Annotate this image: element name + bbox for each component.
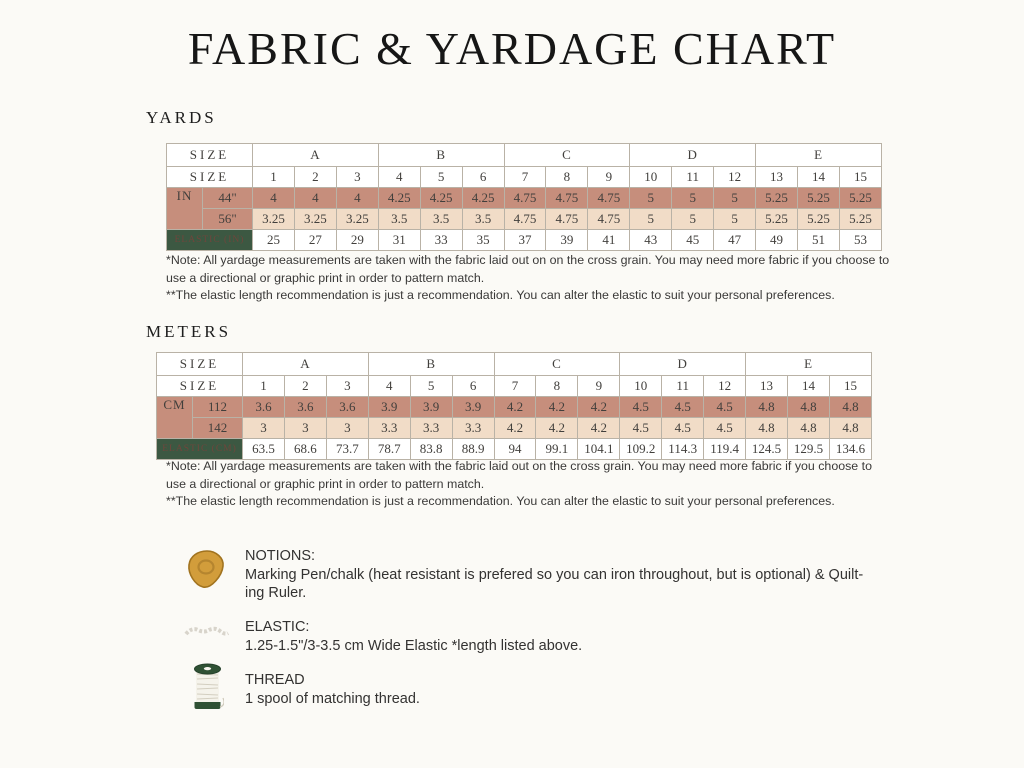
yardage-cell: 5 xyxy=(714,188,756,209)
notions-line: Marking Pen/chalk (heat resistant is prefered so you can iron throughout, but is optional) & Quilt- xyxy=(245,566,864,583)
thread-item xyxy=(245,671,420,708)
size-group-cell: A xyxy=(253,144,379,167)
elastic-item xyxy=(245,618,582,655)
fabric-width-cell: 142 xyxy=(193,418,243,439)
elastic-value-cell: 99.1 xyxy=(536,439,578,460)
size-number-cell: 7 xyxy=(494,376,536,397)
size-number-cell: 6 xyxy=(452,376,494,397)
elastic-value-cell: 39 xyxy=(546,230,588,251)
elastic-heading: ELASTIC: xyxy=(245,619,310,635)
tailors-chalk-icon xyxy=(186,549,226,596)
size-number-cell: 9 xyxy=(578,376,620,397)
size-number-cell: 5 xyxy=(420,167,462,188)
elastic-value-cell: 129.5 xyxy=(788,439,830,460)
meters-table xyxy=(156,352,872,460)
unit-cell: CM xyxy=(157,397,193,439)
yardage-cell: 3.25 xyxy=(294,209,336,230)
yardage-cell: 5 xyxy=(672,188,714,209)
yardage-cell: 3.5 xyxy=(420,209,462,230)
yardage-cell: 5.25 xyxy=(839,209,881,230)
size-number-cell: 11 xyxy=(672,167,714,188)
page-title: FABRIC & YARDAGE CHART xyxy=(187,23,837,74)
size-group-cell: B xyxy=(378,144,504,167)
yardage-cell: 3.5 xyxy=(462,209,504,230)
elastic-label-cell: ELASTIC (IN) xyxy=(167,230,253,251)
fabric-width-cell: 112 xyxy=(193,397,243,418)
size-group-cell: C xyxy=(494,353,620,376)
elastic-value-cell: 119.4 xyxy=(704,439,746,460)
size-header-cell: SIZE xyxy=(157,353,243,376)
elastic-icon xyxy=(184,624,230,645)
yardage-cell: 4.75 xyxy=(546,209,588,230)
elastic-label-cell: ELASTIC (CM) xyxy=(157,439,243,460)
yardage-cell: 5 xyxy=(630,188,672,209)
yards-table xyxy=(166,143,882,251)
yardage-cell: 3.9 xyxy=(368,397,410,418)
size-number-cell: 9 xyxy=(588,167,630,188)
note-text: *Note: All yardage measurements are taken with the fabric laid out on the cross grain. You may need more fabric if you choose to use a directional or graphic print in order to pattern match. xyxy=(166,459,872,491)
elastic-value-cell: 33 xyxy=(420,230,462,251)
elastic-value-cell: 104.1 xyxy=(578,439,620,460)
yardage-cell: 3.3 xyxy=(410,418,452,439)
notions-item xyxy=(245,547,863,603)
size-number-cell: 6 xyxy=(462,167,504,188)
elastic-value-cell: 73.7 xyxy=(326,439,368,460)
yards-section-heading: YARDS xyxy=(146,108,217,127)
yardage-cell: 3.25 xyxy=(253,209,295,230)
yardage-cell: 3 xyxy=(284,418,326,439)
yardage-cell: 4.2 xyxy=(578,418,620,439)
elastic-value-cell: 49 xyxy=(756,230,798,251)
elastic-value-cell: 83.8 xyxy=(410,439,452,460)
yardage-cell: 3.3 xyxy=(368,418,410,439)
unit-cell: IN xyxy=(167,188,203,230)
note-text: **The elastic length recommendation is just a recommendation. You can alter the elastic to suit your personal preferences. xyxy=(166,288,835,303)
size-number-cell: 1 xyxy=(253,167,295,188)
size-group-cell: D xyxy=(620,353,746,376)
yardage-cell: 4.8 xyxy=(829,397,871,418)
size-number-cell: 12 xyxy=(704,376,746,397)
yardage-cell: 5.25 xyxy=(756,188,798,209)
size-number-cell: 7 xyxy=(504,167,546,188)
elastic-value-cell: 25 xyxy=(253,230,295,251)
yardage-cell: 4.8 xyxy=(829,418,871,439)
note-text: **The elastic length recommendation is just a recommendation. You can alter the elastic to suit your personal preferences. xyxy=(166,494,835,509)
yardage-cell: 4.2 xyxy=(578,397,620,418)
elastic-value-cell: 124.5 xyxy=(746,439,788,460)
size-group-cell: D xyxy=(630,144,756,167)
size-number-cell: 3 xyxy=(326,376,368,397)
yardage-cell: 3.6 xyxy=(284,397,326,418)
yardage-cell: 3.6 xyxy=(326,397,368,418)
yardage-cell: 4 xyxy=(336,188,378,209)
size-number-cell: 2 xyxy=(294,167,336,188)
yardage-cell: 3.9 xyxy=(410,397,452,418)
size-number-cell: 2 xyxy=(284,376,326,397)
elastic-value-cell: 29 xyxy=(336,230,378,251)
yardage-cell: 3.5 xyxy=(378,209,420,230)
yardage-cell: 3.6 xyxy=(243,397,285,418)
yardage-cell: 3 xyxy=(243,418,285,439)
elastic-value-cell: 51 xyxy=(798,230,840,251)
size-number-cell: 4 xyxy=(378,167,420,188)
size-group-cell: A xyxy=(243,353,369,376)
elastic-line: 1.25-1.5"/3-3.5 cm Wide Elastic *length listed above. xyxy=(245,637,583,654)
size-number-cell: 12 xyxy=(714,167,756,188)
yardage-cell: 4.2 xyxy=(536,418,578,439)
size-group-cell: E xyxy=(756,144,882,167)
yardage-cell: 4.75 xyxy=(546,188,588,209)
elastic-value-cell: 109.2 xyxy=(620,439,662,460)
notions-line: ing Ruler. xyxy=(245,585,307,601)
size-group-cell: E xyxy=(746,353,872,376)
yardage-cell: 4.75 xyxy=(588,209,630,230)
yardage-cell: 5 xyxy=(714,209,756,230)
size-number-cell: 14 xyxy=(788,376,830,397)
yardage-cell: 3.25 xyxy=(336,209,378,230)
yardage-cell: 5.25 xyxy=(839,188,881,209)
elastic-value-cell: 47 xyxy=(714,230,756,251)
size-number-cell: 10 xyxy=(630,167,672,188)
yardage-cell: 4.2 xyxy=(536,397,578,418)
yardage-cell: 5.25 xyxy=(798,188,840,209)
size-number-cell: 3 xyxy=(336,167,378,188)
fabric-width-cell: 56" xyxy=(203,209,253,230)
elastic-value-cell: 35 xyxy=(462,230,504,251)
size-subheader-cell: SIZE xyxy=(167,167,253,188)
size-subheader-cell: SIZE xyxy=(157,376,243,397)
size-number-cell: 14 xyxy=(798,167,840,188)
yardage-cell: 4.25 xyxy=(462,188,504,209)
yardage-cell: 4.2 xyxy=(494,397,536,418)
yardage-cell: 4.8 xyxy=(746,418,788,439)
yardage-cell: 4 xyxy=(294,188,336,209)
size-number-cell: 5 xyxy=(410,376,452,397)
size-number-cell: 15 xyxy=(839,167,881,188)
size-number-cell: 13 xyxy=(746,376,788,397)
elastic-value-cell: 31 xyxy=(378,230,420,251)
yardage-cell: 4.25 xyxy=(378,188,420,209)
elastic-value-cell: 68.6 xyxy=(284,439,326,460)
yardage-cell: 4.8 xyxy=(788,418,830,439)
size-number-cell: 10 xyxy=(620,376,662,397)
size-header-cell: SIZE xyxy=(167,144,253,167)
yards-notes xyxy=(166,252,892,305)
size-number-cell: 15 xyxy=(829,376,871,397)
yardage-cell: 5 xyxy=(630,209,672,230)
thread-heading: THREAD xyxy=(245,672,305,688)
elastic-value-cell: 27 xyxy=(294,230,336,251)
yardage-cell: 4.25 xyxy=(420,188,462,209)
thread-line: 1 spool of matching thread. xyxy=(245,690,420,707)
elastic-value-cell: 37 xyxy=(504,230,546,251)
yardage-cell: 4.75 xyxy=(504,209,546,230)
yardage-cell: 4.5 xyxy=(662,418,704,439)
elastic-value-cell: 43 xyxy=(630,230,672,251)
elastic-value-cell: 41 xyxy=(588,230,630,251)
fabric-width-cell: 44" xyxy=(203,188,253,209)
yardage-cell: 3.9 xyxy=(452,397,494,418)
yardage-cell: 4.75 xyxy=(504,188,546,209)
yardage-cell: 4.2 xyxy=(494,418,536,439)
size-group-cell: C xyxy=(504,144,630,167)
yardage-cell: 3 xyxy=(326,418,368,439)
yardage-cell: 4.5 xyxy=(704,418,746,439)
elastic-value-cell: 78.7 xyxy=(368,439,410,460)
size-number-cell: 4 xyxy=(368,376,410,397)
elastic-value-cell: 53 xyxy=(839,230,881,251)
size-number-cell: 8 xyxy=(536,376,578,397)
yardage-cell: 4.5 xyxy=(704,397,746,418)
size-number-cell: 11 xyxy=(662,376,704,397)
yardage-cell: 4 xyxy=(253,188,295,209)
elastic-value-cell: 63.5 xyxy=(243,439,285,460)
meters-table-container xyxy=(156,352,872,460)
yardage-cell: 5 xyxy=(672,209,714,230)
yardage-cell: 3.3 xyxy=(452,418,494,439)
size-number-cell: 13 xyxy=(756,167,798,188)
elastic-value-cell: 94 xyxy=(494,439,536,460)
elastic-value-cell: 88.9 xyxy=(452,439,494,460)
note-text: *Note: All yardage measurements are taken with the fabric laid out on on the cross grain. You may need more fabric if you choose to use a directional or graphic print in order to pattern match. xyxy=(166,253,890,285)
yardage-cell: 5.25 xyxy=(798,209,840,230)
yardage-cell: 4.8 xyxy=(788,397,830,418)
size-group-cell: B xyxy=(368,353,494,376)
meters-notes xyxy=(166,458,892,511)
yardage-cell: 4.5 xyxy=(662,397,704,418)
elastic-value-cell: 134.6 xyxy=(829,439,871,460)
yardage-cell: 4.5 xyxy=(620,418,662,439)
meters-section-heading: METERS xyxy=(146,322,232,341)
yardage-cell: 4.5 xyxy=(620,397,662,418)
yardage-cell: 4.8 xyxy=(746,397,788,418)
size-number-cell: 8 xyxy=(546,167,588,188)
yardage-cell: 5.25 xyxy=(756,209,798,230)
yardage-cell: 4.75 xyxy=(588,188,630,209)
size-number-cell: 1 xyxy=(243,376,285,397)
notions-heading: NOTIONS: xyxy=(245,548,316,564)
thread-spool-icon xyxy=(192,662,224,719)
yards-table-container xyxy=(166,143,882,251)
elastic-value-cell: 45 xyxy=(672,230,714,251)
elastic-value-cell: 114.3 xyxy=(662,439,704,460)
